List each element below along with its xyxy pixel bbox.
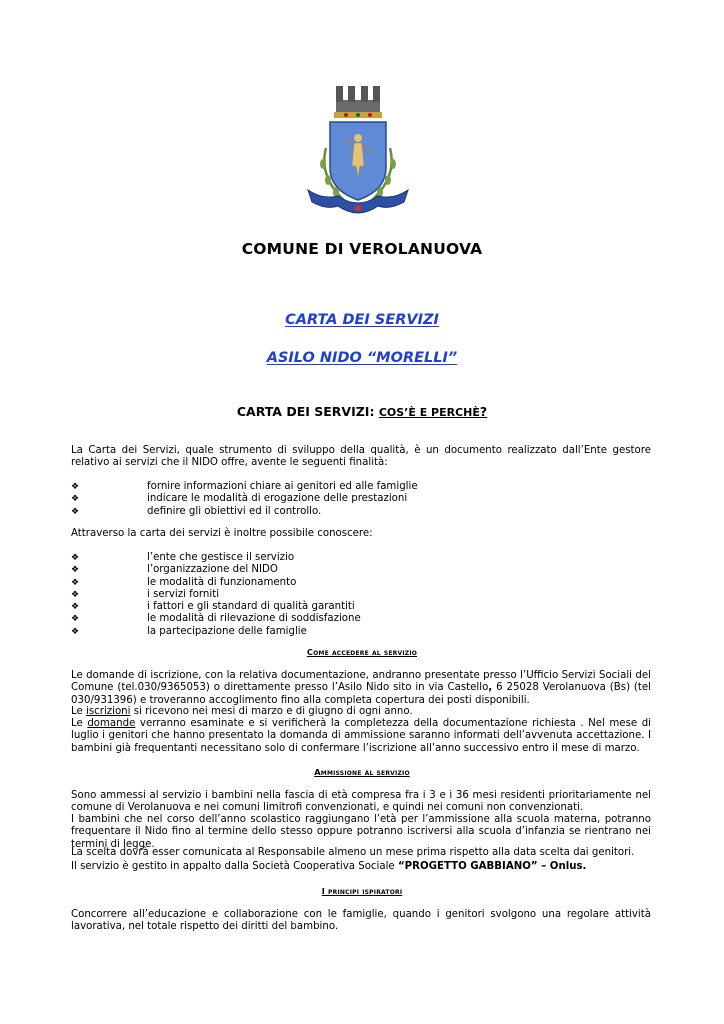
verolanuova-coat-of-arms-icon xyxy=(298,78,418,228)
ammissione-paragraph-2: I bambini che nel corso dell’anno scolastico raggiungano l’età per l’ammissione alla scuola materna, potranno frequentare il Nido fino al termine dello stesso oppure potranno iscriversi alla scuola d’infanzia se rientrano nei termini di legge. xyxy=(71,814,651,850)
comune-title: COMUNE DI VEROLANUOVA xyxy=(241,240,483,258)
list-item: ❖ le modalità di rilevazione di soddisfazione xyxy=(71,613,361,625)
intro-heading-mark: ? xyxy=(479,404,488,419)
intro-heading-main: CARTA DEI SERVIZI: xyxy=(236,404,375,419)
accesso-paragraph-1: Le domande di iscrizione, con la relativa documentazione, andranno presentate presso l’Ufficio Servizi Sociali del Comune (tel.030/9365053) o direttamente presso l’Asilo Nido sito in via Castello, 6 25028 Verolanuova (Bs) (tel 030/931396) e troveranno accoglimento fino alla completa copertura dei posti disponibili. xyxy=(71,670,652,706)
carta-dei-servizi-title: CARTA DEI SERVIZI xyxy=(285,312,439,328)
accesso-paragraph-3: Le domande verranno esaminate e si verificherà la completezza della documentazione richiesta . Nel mese di luglio i genitori che hanno presentato la domanda di ammissione saranno informati dell’avvenuta accettazione. I bambini già frequentanti necessitano solo di confermare l’iscrizione all’anno successivo entro il mese di marzo. xyxy=(71,718,651,754)
know-list xyxy=(71,552,651,638)
accesso-paragraph-2: Le iscrizioni si ricevono nei mesi di marzo e di giugno di ogni anno. xyxy=(71,706,413,717)
document-subtitle xyxy=(0,347,724,366)
bullet-icon: ❖ xyxy=(71,589,80,600)
bullet-icon: ❖ xyxy=(71,614,80,625)
know-intro: Attraverso la carta dei servizi è inoltre possibile conoscere: xyxy=(71,528,373,539)
list-item: ❖ i servizi forniti xyxy=(71,588,220,600)
document-title xyxy=(0,309,724,328)
list-item: ❖ l’organizzazione del NIDO xyxy=(71,564,278,576)
bullet-icon: ❖ xyxy=(71,553,80,563)
list-item: ❖ indicare le modalità di erogazione delle prestazioni xyxy=(71,493,408,505)
list-item: ❖ fornire informazioni chiare ai genitori ed alle famiglie xyxy=(71,481,418,492)
intro-heading-rest: COS’È E PERCHÈ xyxy=(378,406,480,419)
bullet-icon: ❖ xyxy=(71,602,80,613)
bullet-icon: ❖ xyxy=(71,494,80,505)
list-item: ❖ i fattori e gli standard di qualità garantiti xyxy=(71,601,355,613)
ammissione-paragraph-1: Sono ammessi al servizio i bambini nella fascia di età compresa fra i 3 e i 36 mesi residenti prioritariamente nel comune di Verolanuova e nei comuni limitrofi convenzionati, e quindi nei comuni non convenzionati. xyxy=(71,790,651,814)
intro-paragraph: La Carta dei Servizi, quale strumento di sviluppo della qualità, è un documento realizzato dall’Ente gestore relativo ai servizi che il NIDO offre, avente le seguenti finalità: xyxy=(71,445,651,469)
section-heading-accesso: Come accedere al servizio xyxy=(306,647,418,657)
bullet-icon: ❖ xyxy=(71,506,80,517)
ammissione-paragraph-4: Il servizio è gestito in appalto dalla Società Cooperativa Sociale “PROGETTO GABBIANO” – Onlus. xyxy=(71,861,587,872)
bullet-icon: ❖ xyxy=(71,626,80,637)
list-item: ❖ l’ente che gestisce il servizio xyxy=(71,552,295,563)
list-item: ❖ la partecipazione delle famiglie xyxy=(71,625,307,637)
intro-heading xyxy=(0,404,724,419)
bullet-icon: ❖ xyxy=(71,565,80,576)
section-heading-principi: I principi ispiratori xyxy=(321,886,403,896)
asilo-nido-title: ASILO NIDO “MORELLI” xyxy=(266,350,458,366)
list-item: ❖ le modalità di funzionamento xyxy=(71,576,297,588)
list-item: ❖ definire gli obiettivi ed il controllo. xyxy=(71,505,322,517)
principi-paragraph: Concorrere all’educazione e collaborazione con le famiglie, quando i genitori svolgono una regolare attività lavorativa, nel totale rispetto dei diritti del bambino. xyxy=(71,909,651,933)
ammissione-paragraph-3: La scelta dovrà esser comunicata al Responsabile almeno un mese prima rispetto alla data scelta dai genitori. xyxy=(71,847,635,858)
bullet-icon: ❖ xyxy=(71,577,80,588)
section-heading-ammissione: Ammissione al servizio xyxy=(314,767,410,777)
goals-list xyxy=(71,481,651,518)
bullet-icon: ❖ xyxy=(71,482,80,492)
